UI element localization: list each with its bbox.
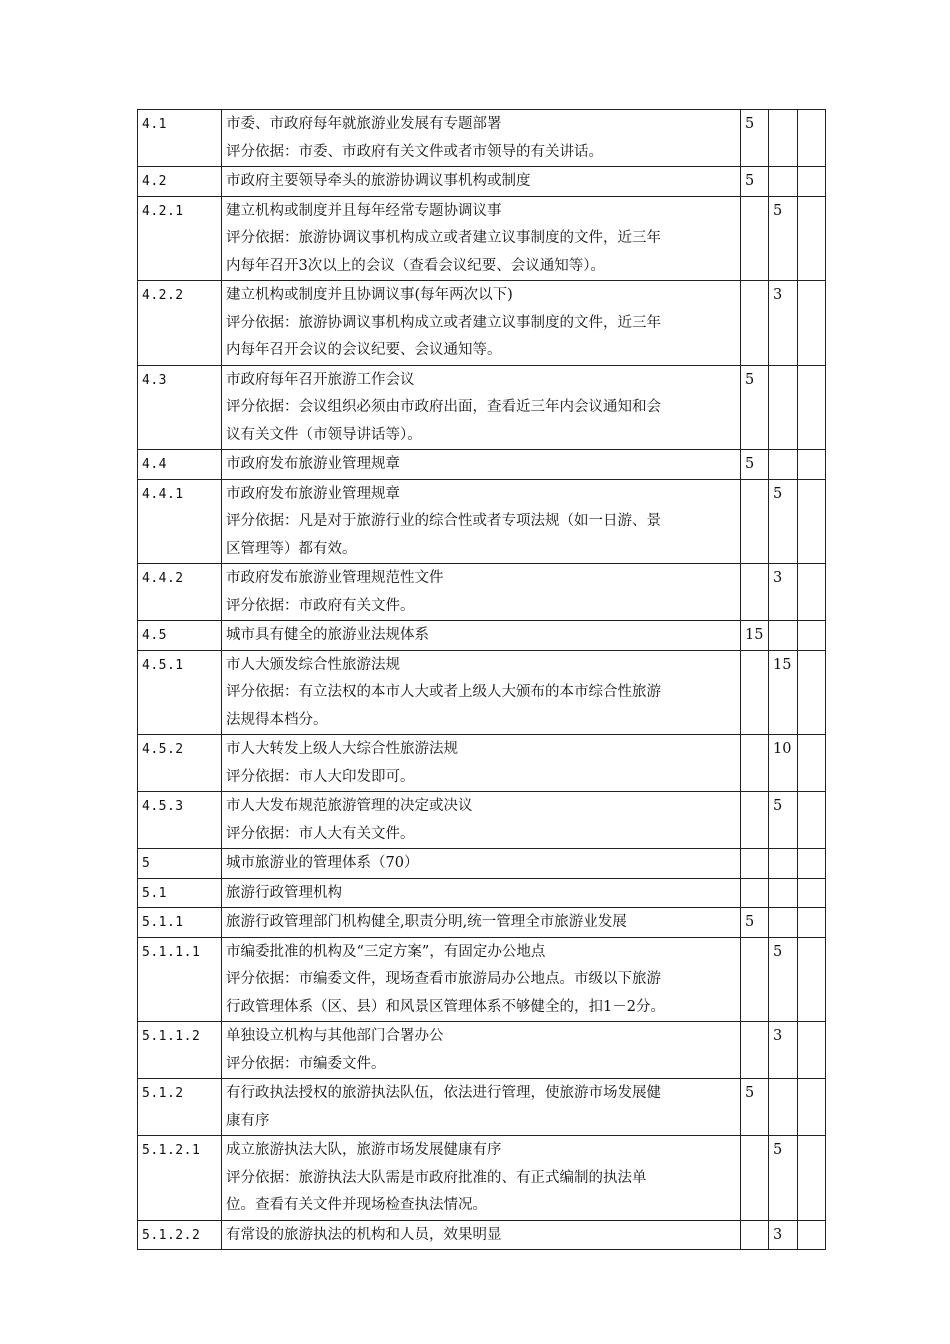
table-row bbox=[138, 365, 826, 450]
table-row bbox=[138, 849, 826, 879]
table-row bbox=[138, 792, 826, 849]
item-score-cell bbox=[769, 167, 798, 197]
actual-score-cell bbox=[798, 479, 826, 564]
actual-score-cell bbox=[798, 650, 826, 735]
item-code: 4.4.2 bbox=[138, 564, 222, 621]
item-score-cell: 5 bbox=[769, 479, 798, 564]
scoring-basis-line: 法规得本档分。 bbox=[226, 711, 328, 728]
item-score-cell bbox=[769, 908, 798, 938]
item-description bbox=[222, 937, 741, 1022]
max-score-cell: 5 bbox=[741, 110, 769, 167]
max-score-cell bbox=[741, 849, 769, 879]
item-score-cell: 3 bbox=[769, 1220, 798, 1250]
actual-score-cell bbox=[798, 735, 826, 792]
item-score-cell bbox=[769, 878, 798, 908]
item-title: 市政府每年召开旅游工作会议 bbox=[226, 371, 415, 388]
table-row bbox=[138, 937, 826, 1022]
item-description bbox=[222, 281, 741, 366]
item-title: 市政府发布旅游业管理规章 bbox=[226, 485, 400, 502]
item-description bbox=[222, 1136, 741, 1221]
scoring-basis-line: 议有关文件（市领导讲话等）。 bbox=[226, 426, 422, 443]
item-title: 有常设的旅游执法的机构和人员，效果明显 bbox=[226, 1226, 502, 1243]
actual-score-cell bbox=[798, 196, 826, 281]
item-code: 4.1 bbox=[138, 110, 222, 167]
actual-score-cell bbox=[798, 1022, 826, 1079]
max-score-cell bbox=[741, 479, 769, 564]
item-code: 4.5.2 bbox=[138, 735, 222, 792]
item-score-cell bbox=[769, 849, 798, 879]
item-title: 市编委批准的机构及“三定方案”，有固定办公地点 bbox=[226, 943, 546, 960]
item-score-cell: 5 bbox=[769, 937, 798, 1022]
item-description bbox=[222, 792, 741, 849]
item-title: 市人大颁发综合性旅游法规 bbox=[226, 656, 400, 673]
actual-score-cell bbox=[798, 365, 826, 450]
item-code: 5.1.1.1 bbox=[138, 937, 222, 1022]
item-code: 4.5 bbox=[138, 621, 222, 651]
max-score-cell bbox=[741, 1220, 769, 1250]
max-score-cell: 5 bbox=[741, 167, 769, 197]
scoring-basis-line: 康有序 bbox=[226, 1112, 270, 1129]
item-score-cell bbox=[769, 1079, 798, 1136]
item-code: 5.1.2.1 bbox=[138, 1136, 222, 1221]
item-title: 旅游行政管理部门机构健全,职责分明,统一管理全市旅游业发展 bbox=[226, 914, 627, 930]
item-description bbox=[222, 167, 741, 197]
item-description bbox=[222, 564, 741, 621]
max-score-cell bbox=[741, 564, 769, 621]
item-code: 5.1.2 bbox=[138, 1079, 222, 1136]
item-score-cell: 15 bbox=[769, 650, 798, 735]
item-score-cell bbox=[769, 365, 798, 450]
item-description bbox=[222, 735, 741, 792]
scoring-basis-line: 评分依据：市政府有关文件。 bbox=[226, 597, 415, 614]
max-score-cell bbox=[741, 281, 769, 366]
item-title: 市人大转发上级人大综合性旅游法规 bbox=[226, 741, 458, 757]
scoring-table-body bbox=[138, 110, 826, 1250]
max-score-cell bbox=[741, 196, 769, 281]
item-description bbox=[222, 621, 741, 651]
scoring-basis-line: 评分依据：会议组织必须由市政府出面，查看近三年内会议通知和会 bbox=[226, 399, 661, 415]
item-code: 5.1.1 bbox=[138, 908, 222, 938]
table-row bbox=[138, 1136, 826, 1221]
item-description bbox=[222, 1079, 741, 1136]
max-score-cell bbox=[741, 878, 769, 908]
max-score-cell: 5 bbox=[741, 450, 769, 480]
max-score-cell: 5 bbox=[741, 908, 769, 938]
item-description bbox=[222, 196, 741, 281]
table-row bbox=[138, 621, 826, 651]
item-title: 市政府发布旅游业管理规范性文件 bbox=[226, 570, 444, 586]
item-title: 城市旅游业的管理体系（70） bbox=[226, 855, 419, 871]
scoring-basis-line: 评分依据：凡是对于旅游行业的综合性或者专项法规（如一日游、景 bbox=[226, 513, 661, 529]
item-description bbox=[222, 849, 741, 879]
item-description bbox=[222, 110, 741, 167]
table-row bbox=[138, 908, 826, 938]
scoring-basis-line: 评分依据：旅游协调议事机构成立或者建立议事制度的文件，近三年 bbox=[226, 230, 661, 246]
item-title: 有行政执法授权的旅游执法队伍，依法进行管理，使旅游市场发展健 bbox=[226, 1085, 661, 1101]
actual-score-cell bbox=[798, 621, 826, 651]
item-title: 市政府主要领导牵头的旅游协调议事机构或制度 bbox=[226, 173, 531, 189]
item-code: 4.4 bbox=[138, 450, 222, 480]
table-row bbox=[138, 735, 826, 792]
actual-score-cell bbox=[798, 281, 826, 366]
scoring-basis-line: 评分依据：旅游执法大队需是市政府批准的、有正式编制的执法单 bbox=[226, 1169, 647, 1186]
table-row bbox=[138, 196, 826, 281]
item-description bbox=[222, 650, 741, 735]
table-row bbox=[138, 564, 826, 621]
item-code: 5.1.1.2 bbox=[138, 1022, 222, 1079]
item-score-cell: 3 bbox=[769, 564, 798, 621]
max-score-cell bbox=[741, 735, 769, 792]
scoring-basis-line: 区管理等）都有效。 bbox=[226, 540, 357, 557]
actual-score-cell bbox=[798, 908, 826, 938]
max-score-cell: 5 bbox=[741, 365, 769, 450]
item-code: 4.2.1 bbox=[138, 196, 222, 281]
item-code: 5.1.2.2 bbox=[138, 1220, 222, 1250]
item-code: 5.1 bbox=[138, 878, 222, 908]
actual-score-cell bbox=[798, 564, 826, 621]
item-title: 市委、市政府每年就旅游业发展有专题部署 bbox=[226, 116, 502, 132]
actual-score-cell bbox=[798, 1220, 826, 1250]
item-title: 市政府发布旅游业管理规章 bbox=[226, 456, 400, 472]
actual-score-cell bbox=[798, 167, 826, 197]
actual-score-cell bbox=[798, 792, 826, 849]
actual-score-cell bbox=[798, 849, 826, 879]
item-score-cell: 3 bbox=[769, 1022, 798, 1079]
scoring-basis-line: 评分依据：有立法权的本市人大或者上级人大颁布的本市综合性旅游 bbox=[226, 684, 661, 700]
item-score-cell bbox=[769, 110, 798, 167]
item-description bbox=[222, 365, 741, 450]
scoring-basis-line: 行政管理体系（区、县）和风景区管理体系不够健全的，扣1－2分。 bbox=[226, 998, 665, 1015]
scoring-basis-line: 位。查看有关文件并现场检查执法情况。 bbox=[226, 1197, 487, 1213]
item-title: 成立旅游执法大队，旅游市场发展健康有序 bbox=[226, 1142, 502, 1158]
item-description bbox=[222, 450, 741, 480]
scoring-basis-line: 评分依据：市编委文件，现场查看市旅游局办公地点。市级以下旅游 bbox=[226, 971, 661, 987]
actual-score-cell bbox=[798, 110, 826, 167]
max-score-cell bbox=[741, 1022, 769, 1079]
max-score-cell: 15 bbox=[741, 621, 769, 651]
item-score-cell: 5 bbox=[769, 1136, 798, 1221]
scoring-basis-line: 评分依据：旅游协调议事机构成立或者建立议事制度的文件，近三年 bbox=[226, 314, 661, 331]
item-score-cell: 10 bbox=[769, 735, 798, 792]
max-score-cell bbox=[741, 650, 769, 735]
item-title: 建立机构或制度并且协调议事(每年两次以下) bbox=[226, 287, 513, 303]
item-score-cell bbox=[769, 621, 798, 651]
table-row bbox=[138, 1079, 826, 1136]
item-title: 建立机构或制度并且每年经常专题协调议事 bbox=[226, 202, 502, 219]
scoring-table bbox=[137, 109, 826, 1250]
item-code: 4.2 bbox=[138, 167, 222, 197]
max-score-cell bbox=[741, 792, 769, 849]
item-score-cell: 5 bbox=[769, 196, 798, 281]
max-score-cell: 5 bbox=[741, 1079, 769, 1136]
item-title: 旅游行政管理机构 bbox=[226, 884, 342, 901]
scoring-basis-line: 评分依据：市委、市政府有关文件或者市领导的有关讲话。 bbox=[226, 143, 603, 160]
item-code: 4.3 bbox=[138, 365, 222, 450]
scoring-basis-line: 内每年召开会议的会议纪要、会议通知等。 bbox=[226, 342, 502, 358]
actual-score-cell bbox=[798, 878, 826, 908]
scoring-basis-line: 内每年召开3次以上的会议（查看会议纪要、会议通知等）。 bbox=[226, 257, 605, 274]
item-code: 4.4.1 bbox=[138, 479, 222, 564]
item-description bbox=[222, 1220, 741, 1250]
item-description bbox=[222, 908, 741, 938]
table-row bbox=[138, 110, 826, 167]
item-title: 单独设立机构与其他部门合署办公 bbox=[226, 1028, 444, 1044]
item-title: 市人大发布规范旅游管理的决定或决议 bbox=[226, 798, 473, 814]
table-row bbox=[138, 878, 826, 908]
item-score-cell: 3 bbox=[769, 281, 798, 366]
table-row bbox=[138, 479, 826, 564]
table-row bbox=[138, 281, 826, 366]
item-title: 城市具有健全的旅游业法规体系 bbox=[226, 627, 429, 643]
item-score-cell: 5 bbox=[769, 792, 798, 849]
table-row bbox=[138, 450, 826, 480]
item-description bbox=[222, 1022, 741, 1079]
actual-score-cell bbox=[798, 450, 826, 480]
item-description bbox=[222, 479, 741, 564]
item-score-cell bbox=[769, 450, 798, 480]
scoring-basis-line: 评分依据：市编委文件。 bbox=[226, 1055, 386, 1072]
table-row bbox=[138, 1220, 826, 1250]
scoring-basis-line: 评分依据：市人大印发即可。 bbox=[226, 768, 415, 785]
actual-score-cell bbox=[798, 937, 826, 1022]
max-score-cell bbox=[741, 937, 769, 1022]
table-row bbox=[138, 1022, 826, 1079]
actual-score-cell bbox=[798, 1136, 826, 1221]
actual-score-cell bbox=[798, 1079, 826, 1136]
item-code: 4.5.3 bbox=[138, 792, 222, 849]
item-description bbox=[222, 878, 741, 908]
scoring-basis-line: 评分依据：市人大有关文件。 bbox=[226, 825, 415, 842]
item-code: 4.5.1 bbox=[138, 650, 222, 735]
table-row bbox=[138, 650, 826, 735]
item-code: 4.2.2 bbox=[138, 281, 222, 366]
item-code: 5 bbox=[138, 849, 222, 879]
table-row bbox=[138, 167, 826, 197]
max-score-cell bbox=[741, 1136, 769, 1221]
